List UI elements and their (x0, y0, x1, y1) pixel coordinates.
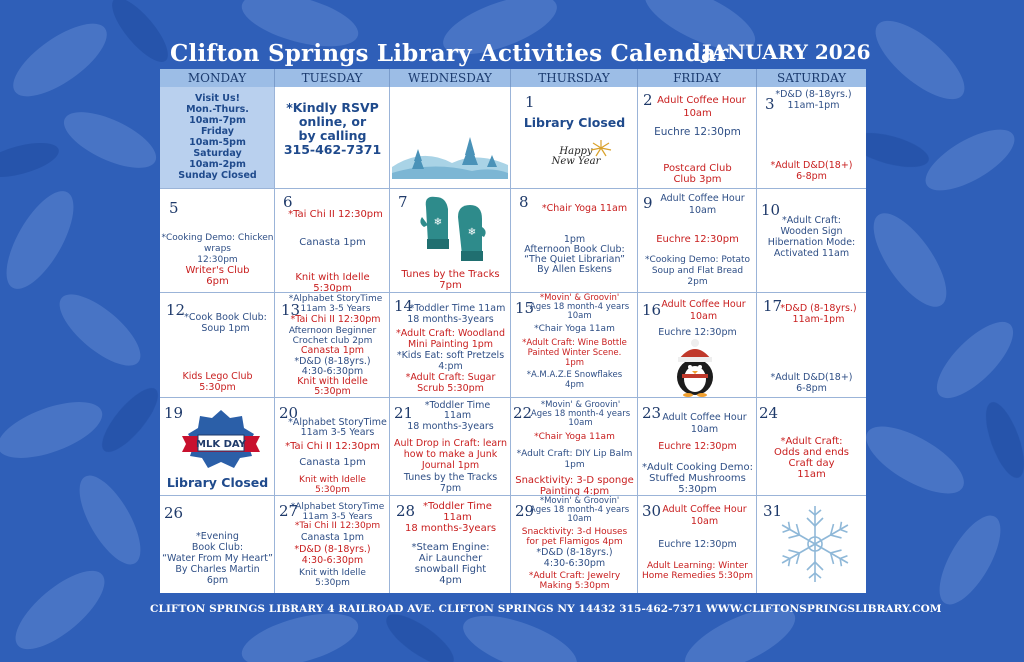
month-label: JANUARY 2026 (702, 40, 871, 64)
event-text: Afternoon Beginner (288, 326, 377, 336)
day-number: 21 (394, 404, 414, 422)
day-cell-27 (275, 496, 390, 593)
info-cell (160, 87, 275, 189)
event-text: Ault Drop in Craft: learn (393, 438, 507, 449)
mittens-icon (418, 193, 492, 267)
header-thursday: THURSDAY (511, 69, 638, 87)
event-text: Euchre 12:30pm (654, 126, 741, 138)
day-number: 12 (166, 301, 186, 319)
event-text: *Adult Cooking Demo: (642, 462, 753, 473)
event-text: *Evening (196, 531, 239, 542)
event-text: *A.M.A.Z.E Snowflakes (526, 370, 623, 380)
day-cell-7 (390, 189, 511, 293)
event-text: Writer's Club (185, 265, 250, 276)
event-text: Wooden Sign (780, 226, 843, 237)
event-text: 5:30pm (315, 485, 350, 495)
day-cell-16 (638, 293, 757, 398)
day-number: 16 (642, 301, 662, 319)
day-number: 3 (765, 95, 775, 113)
fireworks-icon (589, 139, 613, 157)
event-text: *Alphabet StoryTime (288, 294, 383, 304)
event-text: 18 months-3years (407, 421, 494, 432)
day-cell-12 (160, 293, 275, 398)
event-text: Club 3pm (673, 174, 722, 185)
day-cell-28 (390, 496, 511, 593)
day-number: 9 (643, 194, 653, 212)
event-text: Home Remedies 5:30pm (641, 571, 754, 581)
event-text: Tunes by the Tracks (401, 269, 500, 280)
library-closed-label: Library Closed (166, 475, 269, 490)
event-text: Mini Painting 1pm (407, 339, 494, 350)
event-text: Kids Lego Club (182, 371, 253, 382)
event-text: *Kids Eat: soft Pretzels (396, 350, 505, 361)
event-text: 10am (568, 418, 593, 428)
header-saturday: SATURDAY (757, 69, 866, 87)
day-cell-5 (160, 189, 275, 293)
event-text: Crochet club 2pm (292, 336, 373, 346)
footer-address: CLIFTON SPRINGS LIBRARY 4 RAILROAD AVE. CLIFTON SPRINGS NY 14432 315-462-7371 WWW.CLIFTONSPRINGSLIBRARY.COM (150, 603, 942, 615)
event-text: *Cooking Demo: Potato (644, 255, 751, 265)
day-cell-30 (638, 496, 757, 593)
event-text: 4pm (439, 575, 462, 586)
day-number: 10 (761, 201, 781, 219)
day-cell-22 (511, 398, 638, 496)
event-text: Adult Coffee Hour (660, 193, 745, 204)
event-text: Ages 18 month-4 years (530, 409, 631, 419)
event-text: 5:30pm (199, 382, 236, 393)
day-number: 6 (283, 193, 293, 211)
event-text: *Adult Craft: Jewelry (528, 571, 621, 581)
day-cell-21 (390, 398, 511, 496)
event-text: Canasta 1pm (300, 532, 365, 543)
event-text: *Toddler Time 11am (409, 303, 506, 314)
event-text: 4pm (564, 380, 585, 390)
header-wednesday: WEDNESDAY (390, 69, 511, 87)
event-text: *Alphabet StoryTime (288, 417, 387, 428)
day-number: 17 (763, 297, 783, 315)
event-text: Ages 18 month-4 years (529, 505, 630, 515)
event-text: Stuffed Mushrooms (649, 473, 746, 484)
day-number: 13 (281, 301, 301, 319)
event-text: 11am-1pm (787, 100, 840, 111)
event-text: Painting 4:pm (539, 486, 610, 496)
info-line: Sunday Closed (178, 170, 257, 181)
rsvp-line: by calling (298, 128, 367, 143)
event-text: 11am (443, 512, 472, 523)
event-text: Knit with Idelle (297, 376, 368, 387)
event-text: 7pm (439, 280, 462, 291)
day-number: 22 (513, 404, 533, 422)
info-line: 10am-5pm (189, 137, 246, 148)
event-text: 5:30pm (313, 283, 352, 293)
event-text: 1pm (564, 460, 585, 470)
event-text: 10am (683, 108, 712, 119)
event-text: 10am (688, 205, 717, 216)
event-text: 7pm (439, 483, 462, 494)
rsvp-line: online, or (298, 114, 367, 129)
svg-text:❄: ❄ (467, 227, 477, 238)
event-text: 10am (567, 514, 592, 524)
event-text: 11am (797, 469, 826, 480)
day-cell-31 (757, 496, 866, 593)
event-text: *Tai Chi II 12:30pm (288, 209, 383, 220)
event-text: *Cook Book Club: (184, 312, 267, 323)
event-text: *Adult Craft: (780, 436, 843, 447)
event-text: Euchre 12:30pm (656, 234, 739, 245)
event-text: *Cooking Demo: Chicken (161, 233, 274, 243)
event-text: 6pm (206, 575, 229, 586)
event-text: snowball Fight (414, 564, 487, 575)
event-text: Tunes by the Tracks (403, 472, 498, 483)
event-text: 6pm (206, 276, 229, 287)
event-text: Knit with Idelle (299, 568, 366, 578)
event-text: By Allen Eskens (537, 264, 612, 275)
header-friday: FRIDAY (638, 69, 757, 87)
event-text: 4:pm (438, 361, 463, 372)
new-year-line: New Year (551, 156, 601, 167)
event-text: 5:30pm (678, 484, 717, 495)
rsvp-cell (275, 87, 390, 189)
event-text: *Steam Engine: (411, 542, 490, 553)
event-text: Canasta 1pm (299, 237, 366, 248)
event-text: 11am (443, 410, 472, 421)
event-text: Adult Coffee Hour (662, 412, 747, 423)
event-text: 18 months-3years (404, 523, 497, 534)
day-number: 2 (643, 91, 653, 109)
day-cell-23 (638, 398, 757, 496)
header-monday: MONDAY (160, 69, 275, 87)
info-line: Saturday (193, 148, 242, 159)
day-cell-13 (275, 293, 390, 398)
event-text: 10am (690, 424, 719, 435)
event-text: Euchre 12:30pm (658, 539, 737, 550)
event-text: *Chair Yoga 11am (534, 432, 615, 442)
event-text: 4:30-6:30pm (301, 366, 364, 377)
day-number: 30 (642, 502, 662, 520)
day-cell-9 (638, 189, 757, 293)
day-cell-14 (390, 293, 511, 398)
day-cell-6 (275, 189, 390, 293)
day-cell-3 (757, 87, 866, 189)
event-text: *Tai Chi II 12:30pm (290, 314, 381, 325)
rsvp-line: *Kindly RSVP (286, 100, 379, 115)
day-cell-29 (511, 496, 638, 593)
day-cell-8 (511, 189, 638, 293)
event-text: Soup 1pm (201, 323, 250, 334)
event-text: “The Quiet Librarian” (524, 254, 625, 265)
info-line: 10am-7pm (189, 115, 246, 126)
event-text: *Adult Craft: Woodland (395, 328, 505, 339)
event-text: *Movin' & Groovin' (540, 400, 621, 410)
event-text: Knit with Idelle (295, 272, 370, 283)
event-text: *Tai Chi II 12:30pm (294, 521, 381, 531)
event-text: *D&D (8-18yrs.) (780, 303, 857, 314)
day-cell-20 (275, 398, 390, 496)
event-text: Journal 1pm (421, 460, 480, 471)
event-text: Adult Coffee Hour (662, 504, 747, 515)
day-cell-1 (511, 87, 638, 189)
event-text: Canasta 1pm (299, 457, 366, 468)
event-text: By Charles Martin (175, 564, 260, 575)
event-text: *Adult D&D(18+) (770, 160, 853, 171)
event-text: 6-8pm (796, 171, 827, 182)
day-number: 20 (279, 404, 299, 422)
event-text: Snacktivity: 3-D sponge (515, 475, 634, 486)
day-cell-19 (160, 398, 275, 496)
mlk-day-text: MLK DAY (196, 439, 246, 450)
winter-scene-cell (390, 87, 511, 189)
event-text: Craft day (788, 458, 835, 469)
event-text: *Adult Craft: DIY Lip Balm (516, 449, 633, 459)
day-cell-24 (757, 398, 866, 496)
snowflake-icon (775, 502, 855, 586)
event-text: *Adult D&D(18+) (770, 372, 853, 383)
event-text: 11am 3-5 Years (300, 427, 375, 438)
day-number: 7 (398, 193, 408, 211)
event-text: Book Club: (191, 542, 244, 553)
day-number: 15 (515, 299, 535, 317)
event-text: Adult Learning: Winter (647, 561, 748, 571)
info-line: 10am-2pm (189, 159, 246, 170)
day-number: 5 (169, 199, 179, 217)
event-text: Soup and Flat Bread (651, 266, 744, 276)
event-text: *Toddler Time (423, 501, 492, 512)
event-text: 4:30-6:30pm (543, 558, 606, 569)
day-cell-17 (757, 293, 866, 398)
event-text: Knit with Idelle (299, 475, 366, 485)
header-tuesday: TUESDAY (275, 69, 390, 87)
day-number: 14 (394, 297, 414, 315)
event-text: 5:30pm (314, 386, 351, 397)
event-text: *Movin' & Groovin' (539, 496, 620, 506)
day-number: 19 (164, 404, 184, 422)
day-number: 23 (642, 404, 662, 422)
day-number: 31 (763, 502, 783, 520)
mlk-day-badge (178, 408, 264, 468)
day-number: 24 (759, 404, 779, 422)
info-line: Visit Us! (195, 93, 240, 104)
event-text: 11am 3-5 Years (300, 304, 371, 314)
event-text: Afternoon Book Club: (524, 244, 625, 255)
day-number: 27 (279, 502, 299, 520)
event-text: *D&D (8-18yrs.) (536, 547, 613, 558)
event-text: *Chair Yoga 11am (534, 324, 615, 334)
event-text: Adult Coffee Hour (661, 299, 746, 310)
day-number: 1 (525, 93, 535, 111)
event-text: *Movin' & Groovin' (539, 293, 620, 303)
event-text: *Chair Yoga 11am (541, 203, 628, 214)
day-cell-2 (638, 87, 757, 189)
event-text: *Adult Craft: Wine Bottle (522, 338, 627, 348)
penguin-icon (668, 339, 722, 397)
event-text: Hibernation Mode: (767, 237, 856, 248)
event-text: how to make a Junk (403, 449, 498, 460)
event-text: Euchre 12:30pm (658, 327, 737, 338)
rsvp-line: 315-462-7371 (283, 142, 382, 157)
event-text: Snacktivity: 3-d Houses (521, 527, 628, 537)
info-line: Friday (201, 126, 234, 137)
event-text: 1pm (563, 234, 586, 245)
library-closed-label: Library Closed (523, 115, 626, 130)
day-number: 8 (519, 193, 529, 211)
day-number: 29 (515, 502, 535, 520)
event-text: *Alphabet StoryTime (290, 502, 385, 512)
event-text: Ages 18 month-4 years (529, 302, 630, 312)
event-text: Activated 11am (773, 248, 850, 259)
event-text: 5:30pm (315, 578, 350, 588)
event-text: Canasta 1pm (300, 345, 365, 356)
day-cell-26 (160, 496, 275, 593)
event-text: 6-8pm (796, 383, 827, 394)
event-text: “Water From My Heart” (162, 553, 273, 564)
event-text: Postcard Club (663, 163, 732, 174)
event-text: *Toddler Time (424, 400, 491, 411)
event-text: 2pm (687, 277, 708, 287)
event-text: *Adult Craft: Sugar (405, 372, 496, 383)
event-text: *D&D (8-18yrs.) (294, 544, 371, 555)
event-text: Euchre 12:30pm (658, 441, 737, 452)
event-text: 4:30-6:30pm (301, 555, 364, 566)
event-text: 10am (567, 311, 592, 321)
event-text: 11am-1pm (792, 314, 845, 325)
event-text: 18 months-3years (407, 314, 494, 325)
event-text: Making 5:30pm (539, 581, 610, 591)
event-text: *D&D (8-18yrs.) (775, 89, 852, 100)
winter-trees-image (392, 127, 508, 179)
event-text: 11am 3-5 Years (302, 512, 373, 522)
calendar-title: Clifton Springs Library Activities Calendar (170, 40, 729, 67)
event-text: 12:30pm (197, 255, 238, 265)
day-cell-10 (757, 189, 866, 293)
event-text: 10am (689, 311, 718, 322)
day-number: 26 (164, 504, 184, 522)
event-text: wraps (204, 244, 231, 254)
event-text: Painted Winter Scene. (527, 348, 622, 358)
info-line: Mon.-Thurs. (186, 104, 249, 115)
event-text: *Tai Chi II 12:30pm (285, 441, 380, 452)
day-cell-15 (511, 293, 638, 398)
event-text: *Adult Craft: (782, 215, 841, 226)
event-text: 10am (690, 516, 719, 527)
event-text: for pet Flamigos 4pm (526, 537, 623, 547)
happy-line: Happy (559, 146, 593, 157)
event-text: Air Launcher (418, 553, 483, 564)
svg-text:❄: ❄ (433, 217, 443, 228)
event-text: Scrub 5:30pm (417, 383, 484, 394)
event-text: *D&D (8-18yrs.) (294, 356, 371, 367)
event-text: Adult Coffee Hour (657, 95, 746, 106)
day-number: 28 (396, 502, 416, 520)
event-text: 1pm (564, 358, 585, 368)
event-text: Odds and ends (774, 447, 849, 458)
